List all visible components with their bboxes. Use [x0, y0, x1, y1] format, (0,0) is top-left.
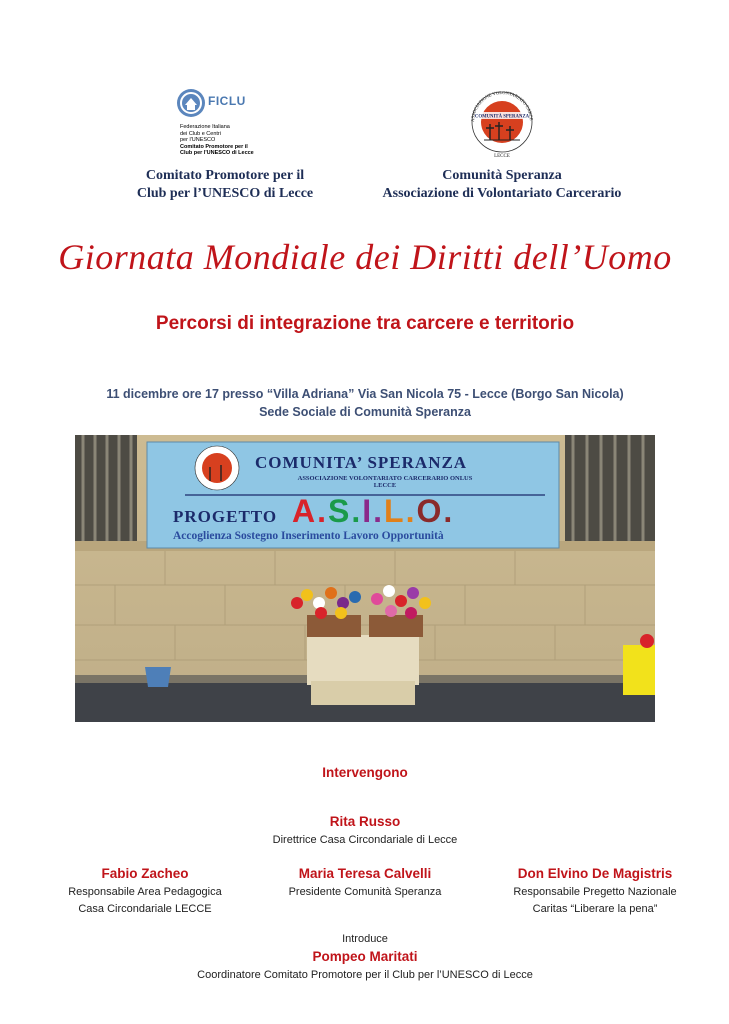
- speaker-role: [250, 884, 480, 901]
- banner-tagline: Accoglienza Sostegno Inserimento Lavoro Opportunità: [173, 530, 444, 542]
- speaker-role-line: Caritas “Liberare la pena”: [532, 903, 658, 915]
- speranza-ring-text: ASSOCIAZIONE VOLONTARIATO CARCE: [469, 89, 534, 123]
- unesco-committee-caption: [100, 167, 350, 203]
- banner-asilo-letter: .: [351, 493, 363, 529]
- banner-progetto: PROGETTO: [173, 507, 278, 526]
- ficlu-caption-line: Club per l'UNESCO di Lecce: [180, 150, 254, 156]
- caption-line: Comitato Promotore per il: [145, 168, 305, 183]
- banner-asilo-letter: .: [317, 493, 328, 529]
- ficlu-emblem-icon: [176, 88, 206, 118]
- banner-asilo-letter: A: [292, 493, 318, 529]
- introduce-label: Introduce: [342, 933, 388, 945]
- caption-line: Associazione di Volontariato Carcerario: [382, 186, 622, 201]
- comunita-speranza-logo: [466, 82, 538, 162]
- speaker-name: Pompeo Maritati: [312, 949, 418, 964]
- event-photo: [75, 435, 655, 722]
- speranza-bottom-text: LECCE: [494, 154, 510, 159]
- ficlu-caption-line: Comitato Promotore per il: [180, 143, 248, 150]
- event-details: 11 dicembre ore 17 presso “Villa Adriana” Via San Nicola 75 - Lecce (Borgo San Nicola): [106, 387, 624, 401]
- banner-subtitle-line: ASSOCIAZIONE VOLONTARIATO CARCERARIO ONLUS: [297, 475, 473, 482]
- speakers-heading: Intervengono: [322, 765, 408, 780]
- banner-asilo-letter: I: [362, 493, 374, 529]
- page-title: Giornata Mondiale dei Diritti dell’Uomo: [58, 237, 672, 277]
- banner-title: COMUNITA’ SPERANZA: [255, 453, 468, 472]
- speaker-role-line: Responsabile Pregetto Nazionale: [513, 886, 677, 898]
- banner-asilo-letter: .: [443, 493, 455, 529]
- ficlu-logo: [176, 86, 266, 162]
- caption-line: Club per l’UNESCO di Lecce: [136, 186, 314, 201]
- speaker-role-line: Presidente Comunità Speranza: [288, 886, 442, 898]
- ficlu-caption: [180, 124, 270, 157]
- banner-subtitle: [260, 475, 510, 489]
- banner-asilo-letter: O: [416, 493, 444, 529]
- banner-asilo-letter: S: [328, 493, 352, 529]
- banner-subtitle-line: LECCE: [373, 482, 397, 489]
- speranza-inner-text: COMUNITÀ SPERANZA: [474, 114, 530, 120]
- ficlu-caption-line: per l'UNESCO: [180, 137, 216, 143]
- speaker-name: Don Elvino De Magistris: [517, 866, 673, 881]
- speaker-role: Direttrice Casa Circondariale di Lecce: [272, 834, 458, 846]
- ficlu-caption-line: dei Club e Centri: [180, 130, 221, 137]
- speaker-role: Coordinatore Comitato Promotore per il Club per l’UNESCO di Lecce: [197, 969, 533, 981]
- speaker-role: [30, 884, 260, 918]
- speaker-name: Fabio Zacheo: [101, 866, 189, 881]
- speaker-role-line: Responsabile Area Pedagogica: [68, 886, 222, 898]
- speaker-name: Maria Teresa Calvelli: [298, 866, 432, 881]
- banner-asilo-letter: .: [373, 493, 385, 529]
- banner-asilo: [292, 493, 454, 530]
- speaker-role-line: Casa Circondariale LECCE: [78, 903, 212, 915]
- speranza-caption: [362, 167, 642, 203]
- caption-line: Comunità Speranza: [442, 168, 562, 183]
- event-venue: Sede Sociale di Comunità Speranza: [259, 405, 471, 419]
- speaker-name: Rita Russo: [329, 814, 401, 829]
- speaker-role: [480, 884, 710, 918]
- ficlu-caption-line: Federazione Italiana: [180, 124, 230, 130]
- banner-asilo-letter: L: [384, 493, 406, 529]
- comunita-speranza-emblem-icon: [466, 82, 538, 162]
- page-subtitle: Percorsi di integrazione tra carcere e territorio: [155, 313, 575, 334]
- banner-asilo-letter: .: [405, 493, 417, 529]
- ficlu-wordmark: FICLU: [208, 94, 246, 108]
